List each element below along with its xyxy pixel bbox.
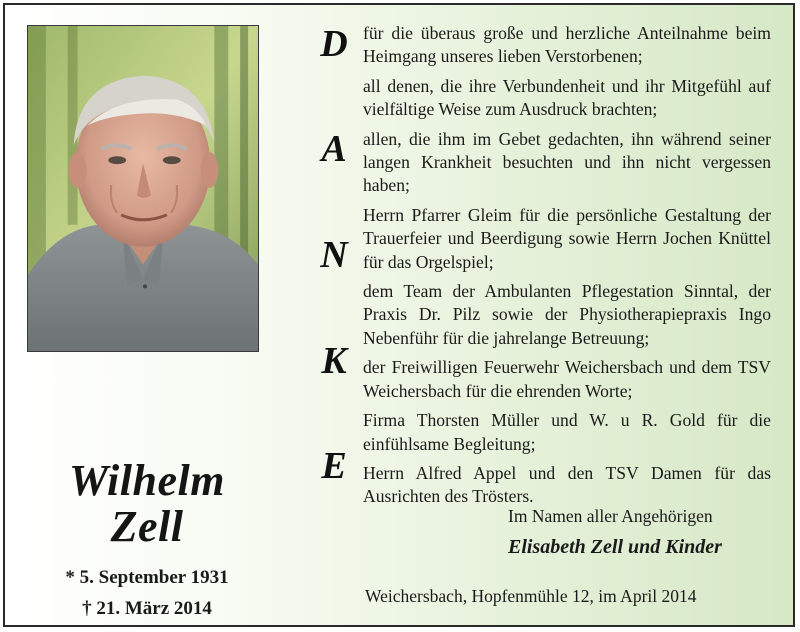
deceased-info xyxy=(22,458,272,624)
danke-letter-k: K xyxy=(321,340,347,382)
danke-letter-d: D xyxy=(320,23,348,65)
death-date: † 21. März 2014 xyxy=(82,598,212,619)
thanks-paragraph: allen, die ihm im Gebet gedachten, ihn während seiner langen Krankheit besuchten und ihn nicht vergessen haben; xyxy=(363,128,771,196)
thanks-paragraph: Herrn Alfred Appel und den TSV Damen für das Ausrichten des Trösters. xyxy=(363,462,771,507)
portrait-photo xyxy=(27,25,259,352)
birth-date: * 5. September 1931 xyxy=(65,567,229,588)
danke-letter-e: E xyxy=(321,445,347,487)
thanks-paragraph: all denen, die ihre Verbundenheit und ihr Mitgefühl auf vielfältige Weise zum Ausdruck brachten; xyxy=(363,75,771,120)
deceased-last-name: Zell xyxy=(110,502,184,551)
portrait-image xyxy=(28,26,258,351)
thanks-paragraph: Herrn Pfarrer Gleim für die persönliche Gestaltung der Trauerfeier und Beerdigung sowie Herrn Jochen Knüttel für das Orgelspiel; xyxy=(363,204,771,272)
signature-names: Elisabeth Zell und Kinder xyxy=(508,536,722,558)
thanks-paragraph: der Freiwilligen Feuerwehr Weichersbach und dem TSV Weichersbach für die ehrenden Worte; xyxy=(363,357,771,401)
thanks-paragraph: für die überaus große und herzliche Anteilnahme beim Heimgang unseres lieben Verstorbenen; xyxy=(363,23,771,67)
thanks-list xyxy=(363,22,771,515)
thanks-paragraph: Firma Thorsten Müller und W. u R. Gold für die einfühlsame Begleitung; xyxy=(363,410,771,454)
deceased-first-name: Wilhelm xyxy=(69,456,225,505)
place-and-date: Weichersbach, Hopfenmühle 12, im April 2014 xyxy=(365,586,697,606)
danke-letter-n: N xyxy=(320,234,348,276)
danke-letter-a: A xyxy=(321,128,347,170)
signature-intro: Im Namen aller Angehörigen xyxy=(508,506,713,526)
thanks-paragraph: dem Team der Ambulanten Pflegestation Sinntal, der Praxis Dr. Pilz sowie der Physiotherapiepraxis Ingo Nebenführ für die jahrelange Betreuung; xyxy=(363,281,771,348)
